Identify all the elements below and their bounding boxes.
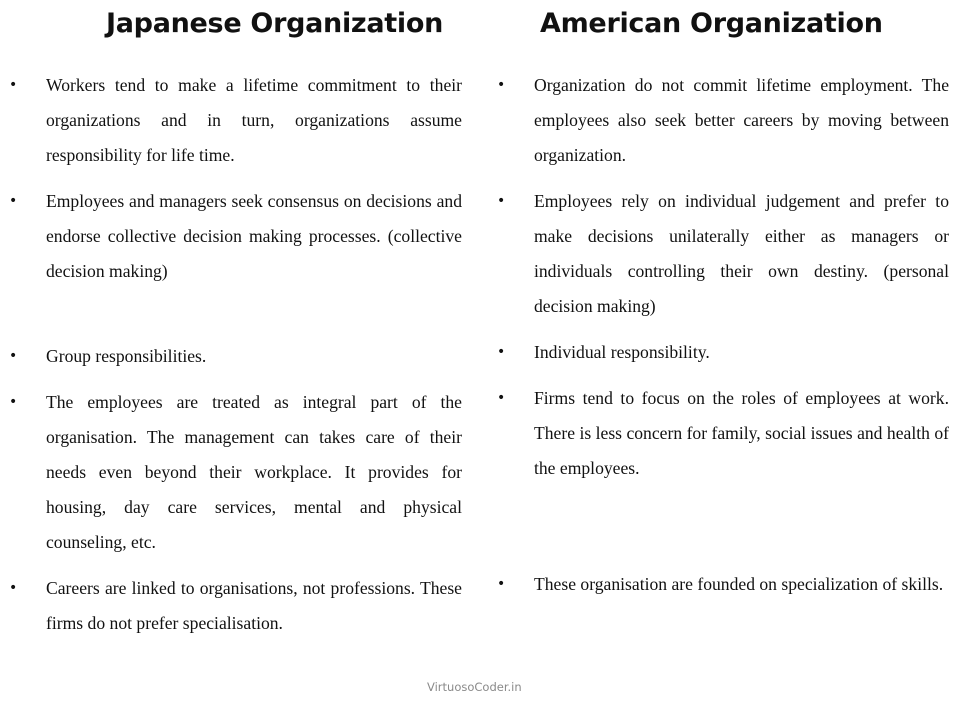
american-organization-heading: American Organization — [540, 8, 883, 39]
list-item: • Employees and managers seek consensus on decisions and endorse collective decision making processes. (collective decision making) — [46, 184, 462, 289]
list-item: • Careers are linked to organisations, not professions. These firms do not prefer specialisation. — [46, 571, 462, 641]
watermark: VirtuosoCoder.in — [427, 680, 522, 694]
list-item: • Organization do not commit lifetime employment. The employees also seek better careers by moving between organization. — [534, 68, 949, 173]
japanese-organization-heading: Japanese Organization — [106, 8, 443, 39]
list-item: • Individual responsibility. — [534, 335, 949, 370]
list-item: • Group responsibilities. — [46, 339, 462, 374]
list-item: • These organisation are founded on specialization of skills. — [534, 567, 949, 602]
list-item: • Workers tend to make a lifetime commitment to their organizations and in turn, organizations assume responsibility for life time. — [46, 68, 462, 173]
list-item: • Employees rely on individual judgement and prefer to make decisions unilaterally either as managers or individuals controlling their own destiny. (personal decision making) — [534, 184, 949, 324]
list-item: • The employees are treated as integral part of the organisation. The management can takes care of their needs even beyond their workplace. It provides for housing, day care services, mental and physical counseling, etc. — [46, 385, 462, 560]
japanese-organization-list — [46, 68, 462, 641]
american-organization-list — [534, 68, 949, 602]
list-item: • Firms tend to focus on the roles of employees at work. There is less concern for family, social issues and health of the employees. — [534, 381, 949, 486]
